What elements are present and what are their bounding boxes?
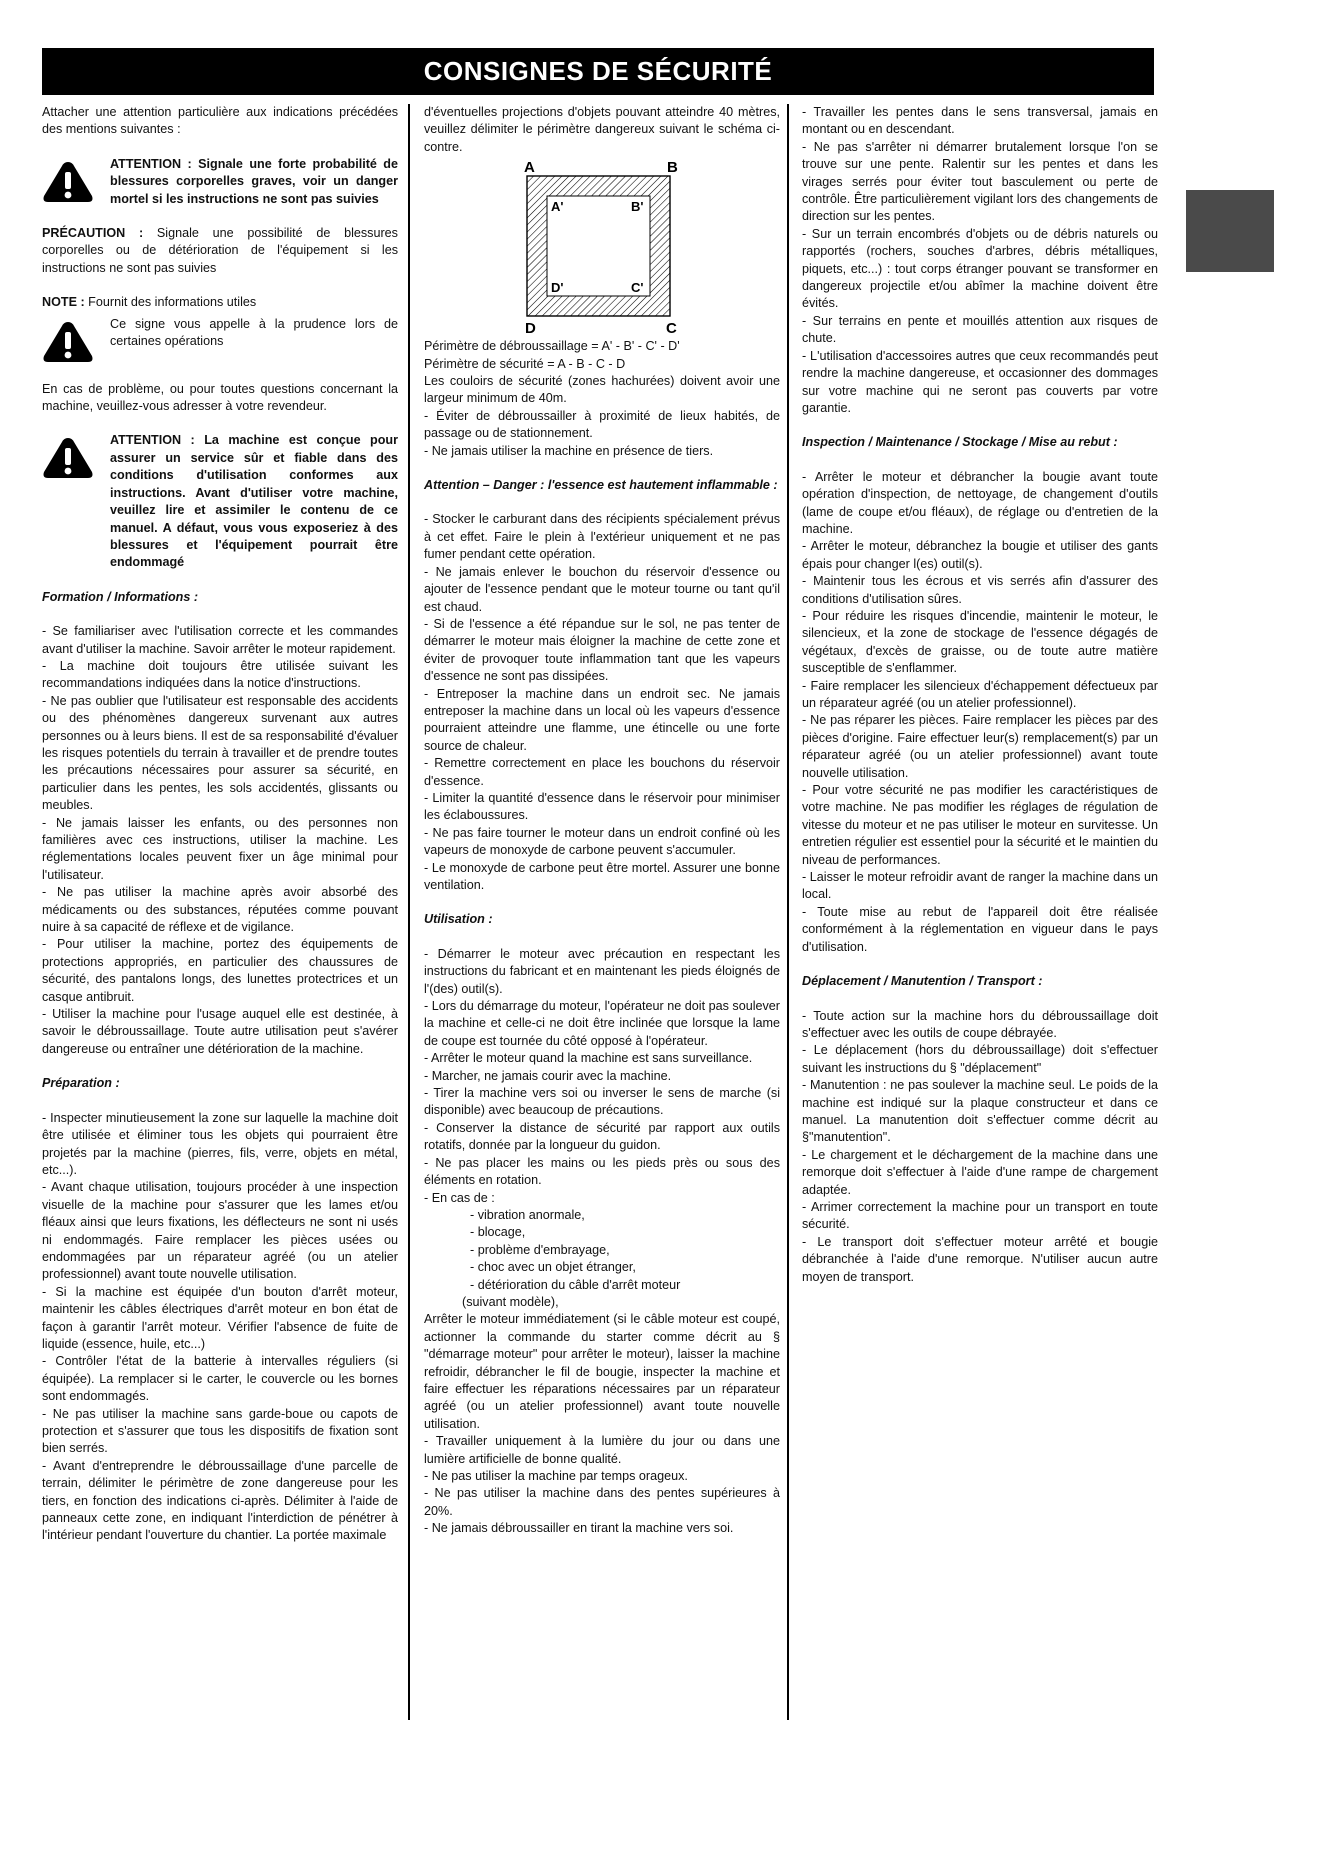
list-item: - Faire remplacer les silencieux d'échappement défectueux par un réparateur agréé (ou un atelier professionnel). — [802, 678, 1158, 710]
list-item: - Limiter la quantité d'essence dans le réservoir pour minimiser les éclaboussures. — [424, 790, 780, 823]
list-item: - Marcher, ne jamais courir avec la machine. — [424, 1068, 672, 1083]
list-item: Les couloirs de sécurité (zones hachurées) doivent avoir une largeur minimum de 40m. — [424, 374, 780, 406]
list-item: - Ne jamais laisser les enfants, ou des personnes non familières avec ces instructions, utiliser la machine. Les réglementations locales peuvent fixer un âge minimal pour l'utilisateur. — [42, 815, 398, 882]
list-item: - Sur terrains en pente et mouillés attention aux risques de chute. — [802, 313, 1158, 346]
note-text: Fournit des informations utiles — [84, 295, 257, 310]
label-c-prime: C' — [631, 280, 644, 296]
section-title: Préparation : — [42, 1076, 120, 1091]
warning-icon — [42, 156, 110, 208]
precaution-paragraph — [42, 225, 398, 277]
list-item: - Travailler uniquement à la lumière du jour ou dans une lumière artificielle de bonne qualité. — [424, 1434, 780, 1466]
list-item: - Entreposer la machine dans un endroit sec. Ne jamais entreposer la machine dans un local où les vapeurs d'essence pourraient atteindre une flamme, une étincelle ou une forte source de chaleur. — [424, 686, 780, 753]
column-3 — [802, 104, 1158, 1286]
list-item: - Si de l'essence a été répandue sur le sol, ne pas tenter de démarrer le moteur mais éloigner la machine de cette zone et éviter de provoquer toute inflammation tant que les vapeurs d'essence ne sont pas dissipées. — [424, 616, 780, 684]
warning-block — [42, 156, 398, 208]
precaution-label: PRÉCAUTION : — [42, 226, 144, 241]
label-d: D — [525, 320, 536, 337]
column-1 — [42, 104, 398, 1545]
list-item: - Laisser le moteur refroidir avant de ranger la machine dans un local. — [802, 870, 1158, 902]
label-a: A — [524, 159, 535, 177]
section-tab-marker — [1186, 190, 1274, 272]
list-item: - Lors du démarrage du moteur, l'opérateur ne doit pas soulever la machine et celle-ci ne doit être inclinée que lorsque la lame de coupe est tournée du côté opposé à l'opérateur. — [424, 999, 780, 1048]
warning-icon — [42, 432, 110, 571]
list-item: - Arrêter le moteur, débranchez la bougie et utiliser des gants épais pour changer l(es) outil(s). — [802, 539, 1158, 571]
list-item: - Pour réduire les risques d'incendie, maintenir le moteur, le silencieux, et la zone de stockage de l'essence dégagés de végétaux, d'excès de graisse, ou de toute autre matière susceptible de s'enflammer. — [802, 608, 1158, 676]
list-item: - Pour votre sécurité ne pas modifier les caractéristiques de votre machine. Ne pas modifier les réglages de régulation de vitesse du moteur et ne pas utiliser le moteur en survitesse. Un entretien régulier est essentiel pour la sécurité et le maintien du niveau de performances. — [802, 783, 1158, 867]
case-item: - détérioration du câble d'arrêt moteur — [470, 1277, 681, 1292]
list-item: - Ne pas placer les mains ou les pieds près ou sous des éléments en rotation. — [424, 1155, 780, 1188]
list-item: - Ne pas utiliser la machine par temps orageux. — [424, 1469, 688, 1483]
list-item: - En cas de : — [424, 1190, 495, 1205]
list-item: - Le chargement et le déchargement de la machine dans une remorque doit s'effectuer à l'aide d'une rampe de chargement adaptée. — [802, 1147, 1158, 1197]
intro-text: Attacher une attention particulière aux indications précédées des mentions suivantes : — [42, 105, 398, 137]
list-item: - Toute action sur la machine hors du débroussaillage doit s'effectuer avec les outils de coupe débrayée. — [802, 1008, 1158, 1040]
label-d-prime: D' — [551, 280, 564, 296]
list-item: - Démarrer le moteur avec précaution en respectant les instructions du fabricant et en maintenant les pieds éloignés de l'(des) outil(s). — [424, 946, 780, 996]
list-item: - Ne pas utiliser la machine sans garde-boue ou capots de protection et s'assurer que tous les dispositifs de fixation sont bien serrés. — [42, 1406, 398, 1456]
page-title: CONSIGNES DE SÉCURITÉ — [42, 48, 1154, 95]
section-title: Attention – Danger : l'essence est hautement inflammable : — [424, 478, 778, 493]
case-item: (suivant modèle), — [462, 1294, 559, 1309]
continued-text: d'éventuelles projections d'objets pouvant atteindre 40 mètres, veuillez délimiter le périmètre dangereux suivant le schéma ci-contre. — [424, 105, 780, 154]
list-item: - Maintenir tous les écrous et vis serrés afin d'assurer des conditions d'utilisation sûres. — [802, 574, 1158, 606]
caution-text: Ce signe vous appelle à la prudence lors de certaines opérations — [110, 316, 398, 349]
column-divider — [408, 104, 410, 1720]
list-item: - Le déplacement (hors du débroussaillage) doit s'effectuer suivant les instructions du § "déplacement" — [802, 1043, 1158, 1075]
list-item: - Se familiariser avec l'utilisation correcte et les commandes avant d'utiliser la machine. Savoir arrêter le moteur rapidement. — [42, 624, 398, 656]
case-item: - problème d'embrayage, — [470, 1242, 610, 1257]
section-title: Déplacement / Manutention / Transport : — [802, 974, 1043, 989]
section-title: Inspection / Maintenance / Stockage / Mise au rebut : — [802, 435, 1118, 450]
list-item: - Ne pas oublier que l'utilisateur est responsable des accidents ou des phénomènes dangereux survenant aux autres personnes ou à leurs biens. Il est de sa responsabilité d'évaluer les risques potentiels du terrain à travailler et de prendre toutes les précautions nécessaires pour assurer sa sécurité, en particulier dans les pentes, les sols accidentés, glissants ou meubles. — [42, 693, 398, 813]
list-item: - L'utilisation d'accessoires autres que ceux recommandés peut rendre la machine dangereuse, et occasionner des dommages sur votre machine qui ne seront pas couverts par votre garantie. — [802, 348, 1158, 415]
list-item: - Ne jamais enlever le bouchon du réservoir d'essence ou ajouter de l'essence pendant que le moteur tourne ou tant qu'il est chaud. — [424, 564, 780, 614]
list-item: - Arrêter le moteur et débrancher la bougie avant toute opération d'inspection, de nettoyage, de changement d'outils (lame de coupe et/ou fléaux), de réglage ou d'entretien de la machine. — [802, 469, 1158, 536]
section-title: Formation / Informations : — [42, 589, 199, 604]
list-item: - Tirer la machine vers soi ou inverser le sens de marche (si disponible) avec beaucoup de précautions. — [424, 1086, 780, 1118]
list-item: - Avant d'entreprendre le débroussaillage d'une parcelle de terrain, délimiter le périmètre de zone dangereuse pour les tiers, en fonction des indications ci-après. Délimiter à l'aide de panneaux cette zone, en indiquant l'interdiction de pénétrer à l'intérieur pendant l'ouverture du chantier. La portée maximale — [42, 1458, 398, 1543]
column-2 — [424, 104, 780, 1538]
warning-icon — [42, 316, 110, 364]
list-item: - Conserver la distance de sécurité par rapport aux outils rotatifs, donnée par la longueur du guidon. — [424, 1120, 780, 1153]
list-item: - Arrêter le moteur quand la machine est sans surveillance. — [424, 1051, 753, 1066]
column-divider — [787, 104, 789, 1720]
list-item: - Remettre correctement en place les bouchons du réservoir d'essence. — [424, 756, 780, 788]
list-item: - Toute mise au rebut de l'appareil doit être réalisée conformément à la réglementation en vigueur dans le pays d'utilisation. — [802, 904, 1158, 954]
note-label: NOTE : — [42, 295, 85, 310]
list-item: Périmètre de débroussaillage = A' - B' - C' - D' — [424, 339, 680, 354]
label-b: B — [667, 159, 678, 177]
list-item: - La machine doit toujours être utilisée suivant les recommandations indiquées dans la notice d'instructions. — [42, 658, 398, 691]
list-item: - Le transport doit s'effectuer moteur arrêté et bougie débranchée à l'aide d'une remorque. N'utiliser aucun autre moyen de transport. — [802, 1234, 1158, 1284]
label-b-prime: B' — [631, 199, 644, 215]
list-item: - Travailler les pentes dans le sens transversal, jamais en montant ou en descendant. — [802, 105, 1158, 137]
list-item: - Stocker le carburant dans des récipients spécialement prévus à cet effet. Faire le plein à l'extérieur uniquement et ne pas fumer pendant cette opération. — [424, 512, 780, 562]
label-c: C — [666, 320, 677, 337]
list-item: - Éviter de débroussailler à proximité de lieux habités, de passage ou de stationnement. — [424, 408, 780, 441]
list-item: - Pour utiliser la machine, portez des équipements de protections appropriés, en particulier des chaussures de sécurité, des pantalons longs, des lunettes protectrices et un casque antibruit. — [42, 937, 398, 1004]
list-item: - Ne pas utiliser la machine après avoir absorbé des médicaments ou des substances, réputées comme pouvant nuire à sa capacité de réflexe et de vigilance. — [42, 885, 398, 935]
list-item: - Avant chaque utilisation, toujours procéder à une inspection visuelle de la machine pour s'assurer que les lames et/ou fléaux ainsi que leurs fixations, les déflecteurs ne sont ni usés ni endommagés. Faire remplacer les pièces usées ou endommagées par un réparateur agréé (ou un atelier professionnel) avant toute nouvelle utilisation. — [42, 1180, 398, 1282]
warning-text: ATTENTION : Signale une forte probabilité de blessures corporelles graves, voir un danger mortel si les instructions ne sont pas suivies — [110, 156, 398, 206]
list-item: - Ne pas réparer les pièces. Faire remplacer les pièces par des pièces d'origine. Faire effectuer leur(s) remplacement(s) par un réparateur agréé (ou un atelier professionnel) avant toute nouvelle utilisation. — [802, 713, 1158, 780]
safety-perimeter-diagram — [424, 158, 780, 336]
list-item: - Utiliser la machine pour l'usage auquel elle est destinée, à savoir le débroussaillage. Toute autre utilisation peut s'avérer dangereuse ou entraîner une détérioration de la machine. — [42, 1007, 398, 1056]
problem-text: En cas de problème, ou pour toutes questions concernant la machine, veuillez-vous adresser à votre revendeur. — [42, 381, 398, 414]
warning-text: ATTENTION : La machine est conçue pour assurer un service sûr et fiable dans des conditions d'utilisation conformes aux instructions. Avant d'utiliser votre machine, veuillez lire et assimiler le contenu de ce manuel. A défaut, vous vous exposeriez à des blessures et l'équipement pourrait être endommagé — [110, 433, 398, 570]
list-item: - Arrimer correctement la machine pour un transport en toute sécurité. — [802, 1199, 1158, 1232]
list-item: - Ne pas s'arrêter ni démarrer brutalement lorsque l'on se trouve sur une pente. Ralentir sur les pentes et dans les virages serrés pour éviter tout basculement ou perte de contrôle. Être particulièrement vigilant lors des changements de direction sur les pentes. — [802, 139, 1158, 224]
list-item: - Inspecter minutieusement la zone sur laquelle la machine doit être utilisée et éliminer tous les objets qui pourraient être projetés par la machine (pierres, fils, verre, objets en métal, etc...). — [42, 1110, 398, 1177]
list-item: - Manutention : ne pas soulever la machine seul. Le poids de la machine est indiqué sur la plaque constructeur et dans ce manuel. La manutention doit s'effectuer comme décrit au §"manutention". — [802, 1078, 1158, 1145]
list-item: - Si la machine est équipée d'un bouton d'arrêt moteur, maintenir les câbles électriques d'arrêt moteur en bon état de façon à garantir l'arrêt moteur. Vérifier l'absence de fuite de liquide (essence, huile, etc...) — [42, 1284, 398, 1351]
list-item: - Sur un terrain encombrés d'objets ou de débris naturels ou rapportés (rochers, souches d'arbres, débris métalliques, piquets, etc...) : tout corps étranger pouvant se transformer en dangereux projectile et/ou abîmer la machine doivent être évités. — [802, 226, 1158, 311]
list-item: - Ne pas faire tourner le moteur dans un endroit confiné où les vapeurs de monoxyde de carbone peuvent s'accumuler. — [424, 825, 780, 858]
warning-block — [42, 432, 398, 571]
list-item: - Le monoxyde de carbone peut être mortel. Assurer une bonne ventilation. — [424, 860, 780, 892]
list-item: Périmètre de sécurité = A - B - C - D — [424, 356, 626, 371]
list-item: - Contrôler l'état de la batterie à intervalles réguliers (si équipée). La remplacer si le carter, le couvercle ou les bornes sont endommagés. — [42, 1354, 398, 1404]
label-a-prime: A' — [551, 199, 564, 215]
list-item: - Ne jamais débroussailler en tirant la machine vers soi. — [424, 1521, 734, 1536]
note-paragraph — [42, 294, 398, 311]
case-item: - blocage, — [470, 1225, 526, 1240]
case-item: - choc avec un objet étranger, — [470, 1260, 636, 1275]
list-item: - Ne jamais utiliser la machine en présence de tiers. — [424, 443, 714, 458]
list-item: Arrêter le moteur immédiatement (si le câble moteur est coupé, actionner la commande du starter comme décrit au § "démarrage moteur" pour arrêter le moteur), laisser la machine refroidir, débrancher le fil de bougie, inspecter la machine et faire effectuer les réparations nécessaires par un réparateur agréé (ou un atelier professionnel) avant toute nouvelle utilisation. — [424, 1312, 780, 1431]
list-item: - Ne pas utiliser la machine dans des pentes supérieures à 20%. — [424, 1486, 780, 1518]
precaution-text: Signale une possibilité de blessures corporelles ou de détérioration de l'équipement si les instructions ne sont pas suivies — [42, 226, 398, 275]
case-item: - vibration anormale, — [470, 1207, 585, 1222]
section-title: Utilisation : — [424, 912, 493, 927]
caution-block — [42, 316, 398, 364]
